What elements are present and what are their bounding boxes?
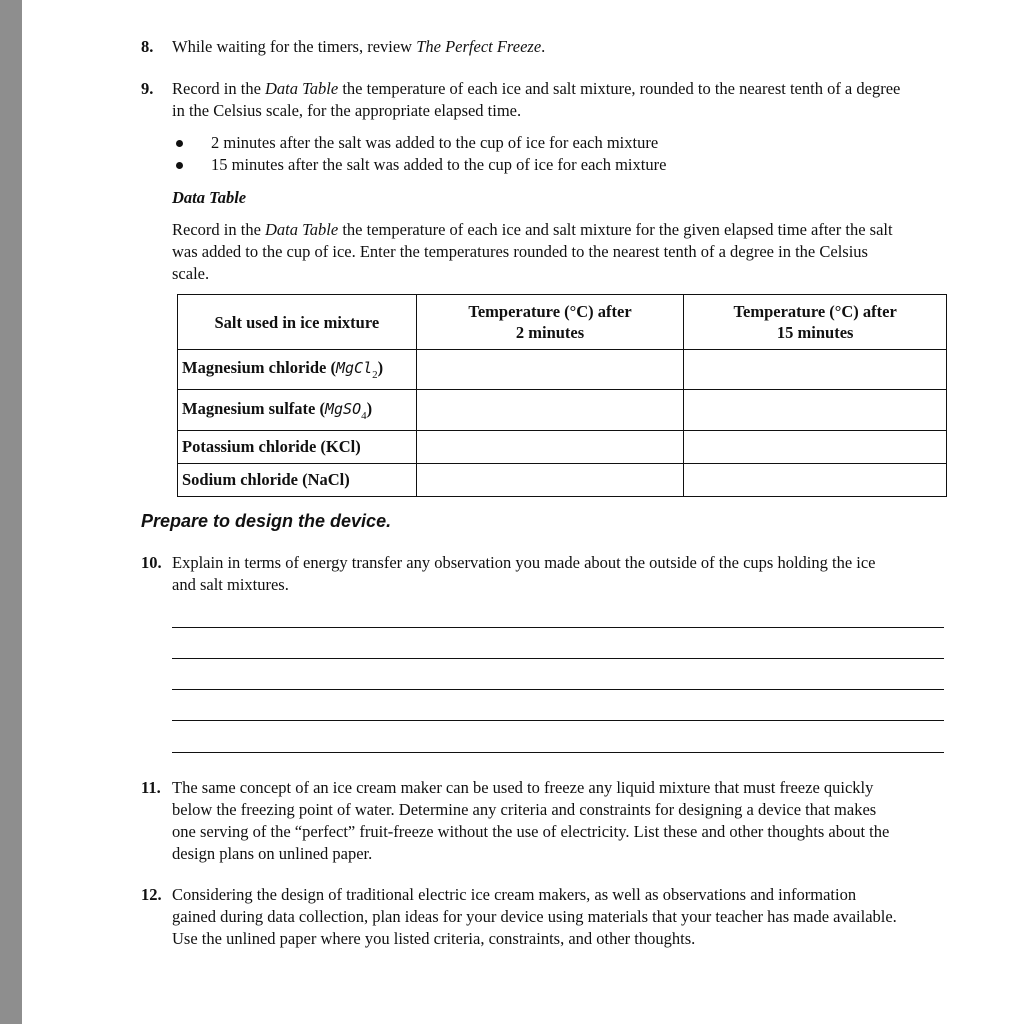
answer-line-3[interactable] (172, 689, 944, 690)
section-heading: Prepare to design the device. (141, 511, 392, 531)
question-11-text: The same concept of an ice cream maker can be used to freeze any liquid mixture that must freeze quickly below the freezing point of water. Determine any criteria and constraints for designing a device that makes one serving of the “perfect” fruit-freeze without the use of electricity. List these and other thoughts about the design plans on unlined paper. (172, 778, 890, 863)
cell-kcl-2min[interactable] (416, 431, 684, 464)
cell-mgcl2-2min[interactable] (416, 350, 684, 390)
bullet-item-2-minutes: 2 minutes after the salt was added to the cup of ice for each mixture (211, 133, 659, 152)
question-12-number: 12. (141, 885, 162, 904)
table-row (178, 390, 947, 431)
cell-nacl-15min[interactable] (684, 464, 947, 497)
answer-line-1[interactable] (172, 627, 944, 628)
row-label-sodium-chloride: Sodium chloride (NaCl) (178, 464, 417, 497)
header-temp-2-min: Temperature (°C) after 2 minutes (416, 295, 684, 350)
question-8-text: While waiting for the timers, review The Perfect Freeze. (172, 37, 546, 56)
table-row (178, 350, 947, 390)
data-table (177, 294, 947, 497)
data-table-intro: Record in the Data Table the temperature of each ice and salt mixture for the given elapsed time after the salt was added to the cup of ice. Enter the temperatures rounded to the nearest tenth of a degree in the Celsius scale. (172, 220, 893, 283)
question-11-number: 11. (141, 778, 161, 797)
cell-mgcl2-15min[interactable] (684, 350, 947, 390)
question-10-text: Explain in terms of energy transfer any observation you made about the outside of the cups holding the ice and salt mixtures. (172, 553, 876, 594)
question-12-text: Considering the design of traditional electric ice cream makers, as well as observations and information gained during data collection, plan ideas for your device using materials that your teacher has made available. Use the unlined paper where you listed criteria, constraints, and other thoughts. (172, 885, 897, 948)
question-8-number: 8. (141, 37, 154, 56)
data-table-heading: Data Table (172, 188, 247, 207)
header-salt: Salt used in ice mixture (178, 295, 417, 350)
question-9-text: Record in the Data Table the temperature of each ice and salt mixture, rounded to the nearest tenth of a degree in the Celsius scale, for the appropriate elapsed time. (172, 79, 901, 120)
header-temp-15-min: Temperature (°C) after 15 minutes (684, 295, 947, 350)
bullet-dot (176, 140, 183, 147)
answer-line-2[interactable] (172, 658, 944, 659)
bullet-dot (176, 162, 183, 169)
answer-line-4[interactable] (172, 720, 944, 721)
cell-nacl-2min[interactable] (416, 464, 684, 497)
table-header-row (178, 295, 947, 350)
cell-mgso4-15min[interactable] (684, 390, 947, 431)
answer-line-5[interactable] (172, 752, 944, 753)
question-9-number: 9. (141, 79, 154, 98)
cell-mgso4-2min[interactable] (416, 390, 684, 431)
row-label-magnesium-sulfate: Magnesium sulfate (MgSO$_4$) (178, 390, 417, 431)
bullet-item-15-minutes: 15 minutes after the salt was added to the cup of ice for each mixture (211, 155, 667, 174)
page-edge-bar (0, 0, 22, 1024)
cell-kcl-15min[interactable] (684, 431, 947, 464)
perfect-freeze-title: The Perfect Freeze (416, 37, 542, 56)
row-label-magnesium-chloride: Magnesium chloride (MgCl$_2$) (178, 350, 417, 390)
question-10-number: 10. (141, 553, 162, 572)
row-label-potassium-chloride: Potassium chloride (KCl) (178, 431, 417, 464)
table-row (178, 464, 947, 497)
table-row (178, 431, 947, 464)
